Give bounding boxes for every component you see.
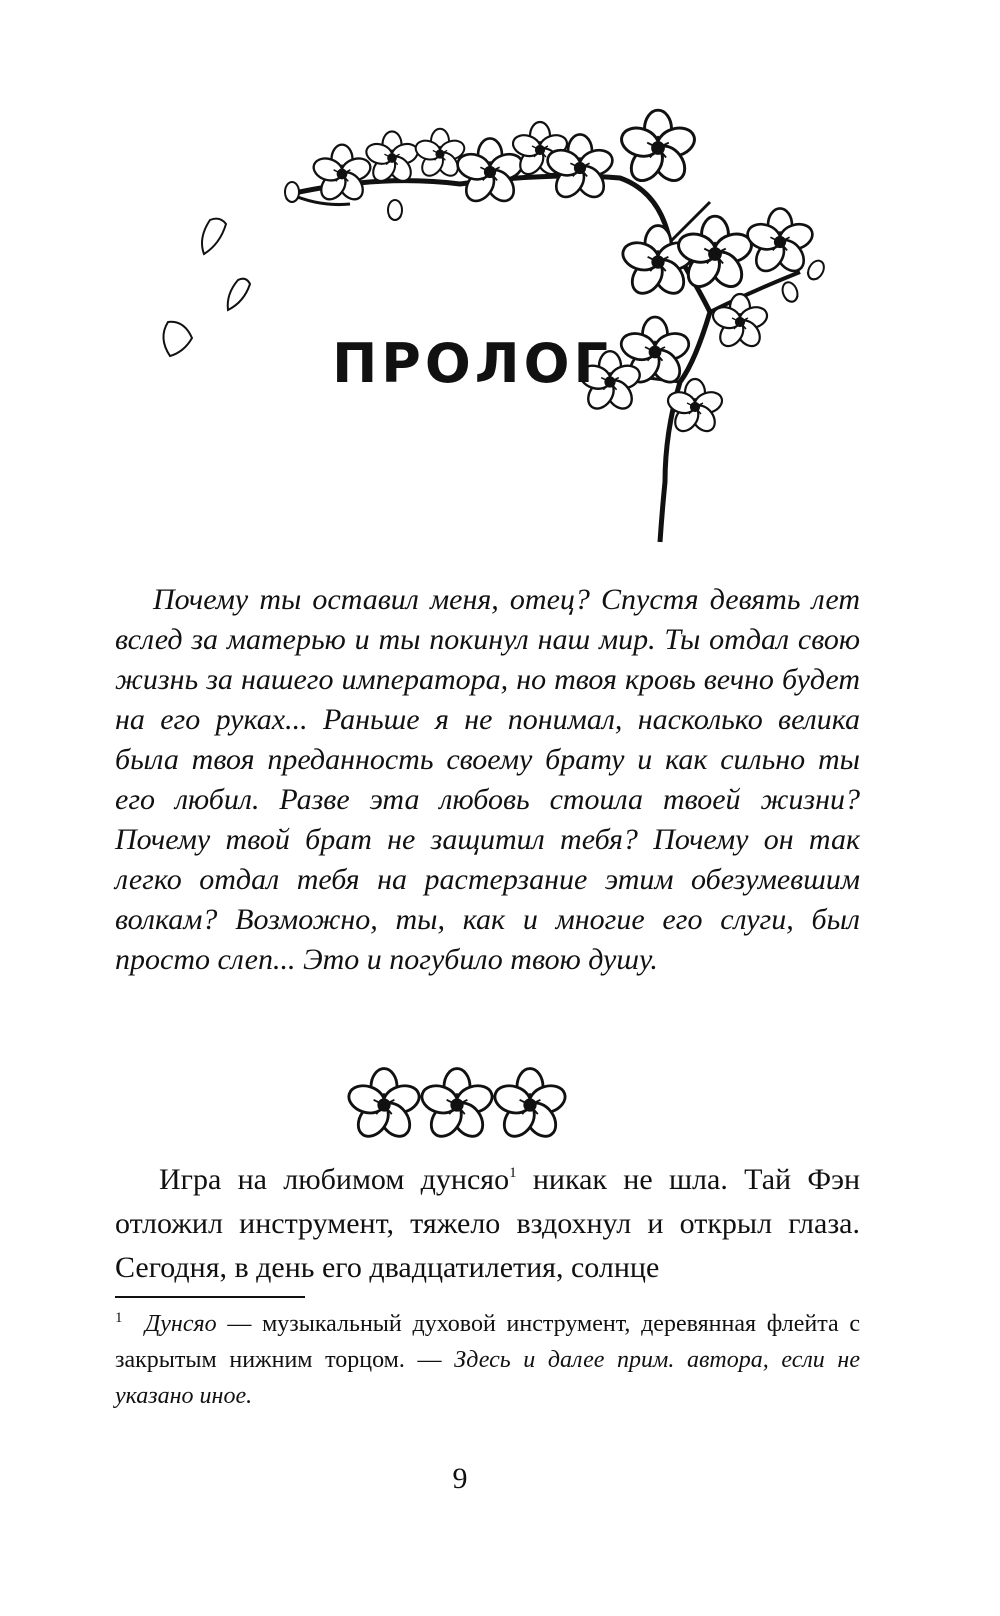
falling-petal-icon	[163, 219, 250, 356]
footnote-note: Здесь и далее прим. автора, если не указано иное.	[115, 1347, 860, 1409]
blossom-divider-icon	[348, 1072, 566, 1138]
body-text-end: никак не шла. Тай Фэн отложил инструмент, тяжело вздохнул и открыл глаза. Сегодня, в день его двадцатилетия, солнце	[115, 1163, 861, 1284]
body-text-start: Игра на любимом дунсяо	[159, 1163, 510, 1196]
footnote-reference[interactable]: 1	[509, 1165, 517, 1181]
chapter-title	[332, 328, 612, 398]
footnote-divider	[115, 1296, 305, 1298]
body-paragraph-text	[115, 1158, 860, 1290]
footnote	[115, 1306, 860, 1414]
footnote-term: Дунсяо	[145, 1311, 217, 1337]
body-paragraph	[115, 1158, 860, 1290]
epigraph-text: Почему ты оставил меня, отец? Спустя девять лет вслед за матерью и ты покинул наш мир. Ты отдал свою жизнь за нашего императора, но твоя кровь вечно будет на его руках... Раньше я не понимал, насколько велика была твоя преданность своему брату и как сильно ты его любил. Разве эта любовь стоила твоей жизни? Почему твой брат не защитил тебя? Почему он так легко отдал тебя на растерзание этим обезумевшим волкам? Возможно, ты, как и многие его слуги, был просто слеп... Это и погубило твою душу.	[115, 583, 860, 976]
chapter-title-text: ПРОЛОГ	[332, 332, 612, 395]
page-number: 9	[452, 1462, 468, 1495]
footnote-text: 1 Дунсяо — музыкальный духовой инструмент, деревянная флейта с закрытым нижним торцом. — Здесь и далее прим. автора, если не указано иное.	[115, 1310, 860, 1409]
footnote-definition: — музыкальный духовой инструмент, деревянная флейта с закрытым нижним торцом. —	[115, 1311, 860, 1373]
epigraph	[115, 580, 860, 980]
